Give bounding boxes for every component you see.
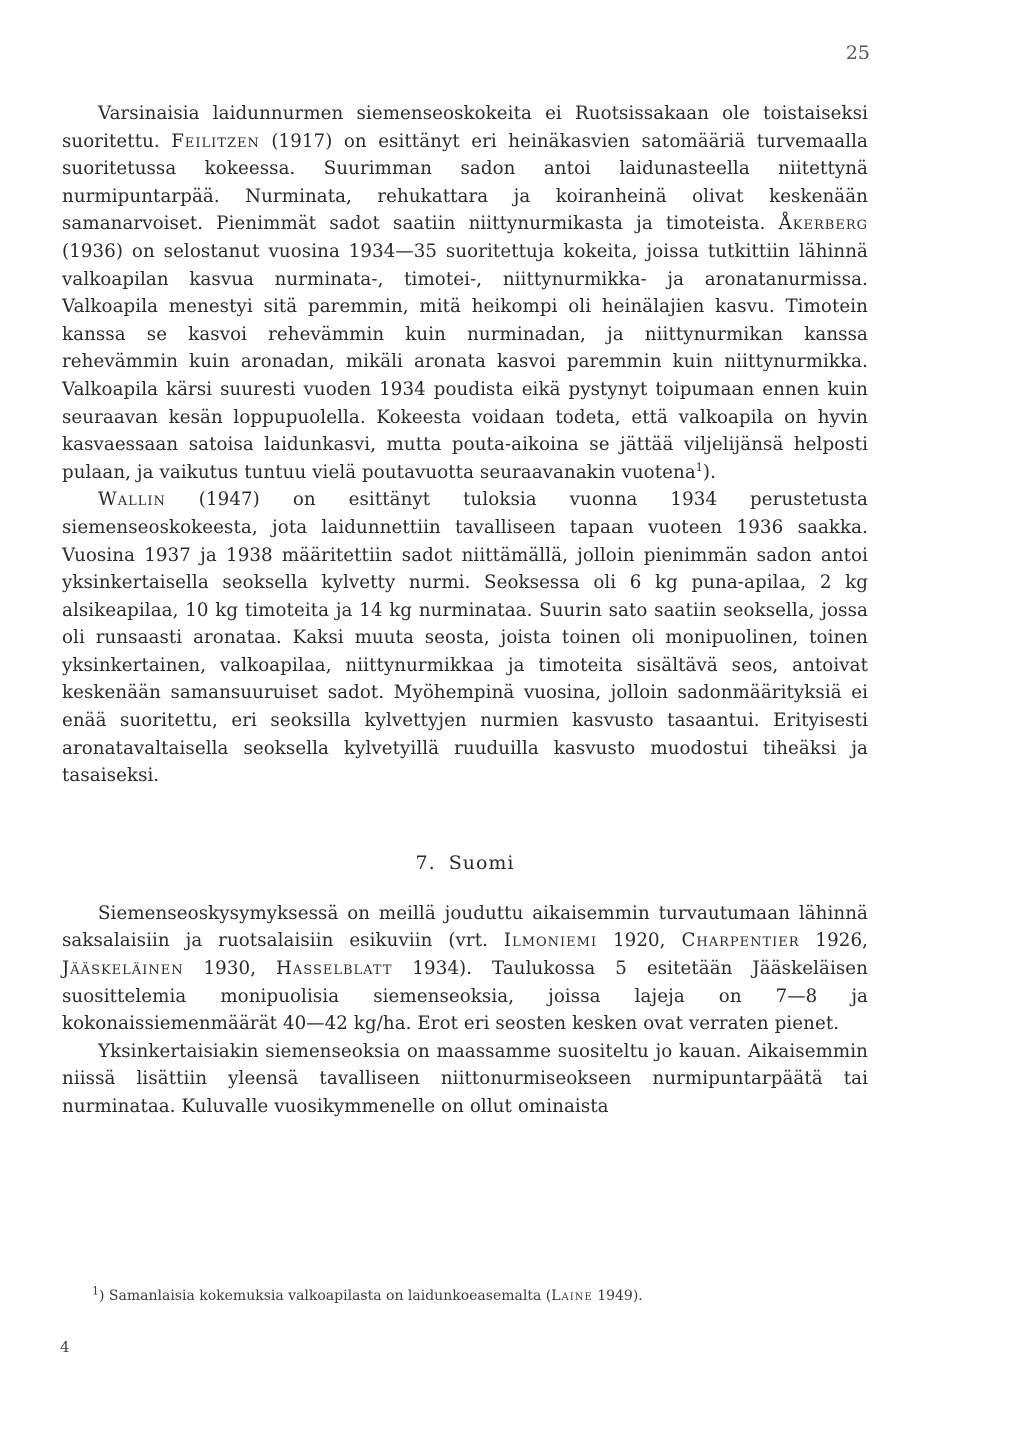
footnote-author: Laine [551,1288,593,1304]
author-citation: Feilitzen [171,130,260,152]
paragraph-4 [62,1038,868,1121]
section-heading [62,852,868,874]
text-run: (1917) on esittänyt eri heinäkasvien satomääriä turvemaalla suoritetussa kokeessa. Suurimman sadon antoi laidunasteella niitettynä nurmipuntarpää. Nurminata, rehukattara ja koiranheinä olivat keskenään samanarvoiset. Pienimmät sadot saatiin niittynurmikasta ja timoteista. [62,130,868,235]
footnote-text-after: 1949). [592,1288,643,1304]
paragraph-3 [62,900,868,1038]
text-run: 1920, [597,930,682,952]
author-citation: Wallin [98,489,166,511]
footnote-reference: 1 [695,460,703,474]
text-run: (1936) on selostanut vuosina 1934—35 suoritettuja kokeita, joissa tutkittiin lähinnä valkoapilan kasvua nurminata-, timotei-, niittynurmikka- ja aronatanurmissa. Valkoapila menestyi sitä paremmin, mitä heikompi oli heinälajien kasvu. Timotein kanssa se kasvoi rehevämmin kuin nurminadan, ja niittynurmikan kanssa rehevämmin kuin aronadan, mikäli aronata kasvoi paremmin kuin niittynurmikka. Valkoapila kärsi suuresti vuoden 1934 poudista eikä pystynyt toipumaan ennen kuin seuraavan kesän loppupuolella. Kokeesta voidaan todeta, että valkoapila on hyvin kasvaessaan satoisa laidunkasvi, mutta pouta-aikoina se jättää viljelijänsä helposti pulaan, ja vaikutus tuntuu vielä poutavuotta seuraavanakin vuotena [62,240,868,483]
paragraph-1 [62,100,868,486]
text-run: (1947) on esittänyt tuloksia vuonna 1934 perustetusta siemenseoskokeesta, jota laidunnettiin tavalliseen tapaan vuoteen 1936 saakka. Vuosina 1937 ja 1938 määritettiin sadot niittämällä, jolloin pienimmän sadon antoi yksinkertaisella seoksella kylvetty nurmi. Seoksessa oli 6 kg puna-apilaa, 2 kg alsikeapilaa, 10 kg timoteita ja 14 kg nurminataa. Suurin sato saatiin seoksella, jossa oli runsaasti aronataa. Kaksi muuta seosta, joista toinen oli monipuolinen, toinen yksinkertainen, valkoapilaa, niittynurmikkaa ja timoteita sisältävä seos, antoivat keskenään samansuuruiset sadot. Myöhempinä vuosina, jolloin sadonmäärityksiä ei enää suoritettu, eri seoksilla kylvettyjen nurmien kasvusto tasaantui. Erityisesti aronatavaltaisella seoksella kylvetyillä ruuduilla kasvusto muodostui tiheäksi ja tasaiseksi. [62,489,868,787]
author-citation: Åkerberg [778,213,868,235]
text-run: ). [702,461,716,483]
text-run: 1930, [183,958,277,980]
footnote-text-before: ) Samanlaisia kokemuksia valkoapilasta on laidunkoeasemalta ( [99,1288,552,1304]
footnote-marker: 1 [92,1284,99,1298]
author-citation: Ilmoniemi [503,930,598,952]
author-citation: Jääskeläinen [62,958,184,980]
text-run: Varsinaisia laidunnurmen siemenseoskokeita ei Ruotsissakaan ole toistaiseksi suoritettu. [62,103,868,152]
page-number: 25 [845,42,870,64]
section-title: Suomi [448,851,515,874]
page-body [62,100,868,1121]
footnote [92,1284,643,1304]
text-run: Siemenseoskysymyksessä on meillä jouduttu aikaisemmin turvautumaan lähinnä saksalaisiin ja ruotsalaisiin esikuviin (vrt. [62,902,868,952]
text-run: 1926, [799,930,868,952]
section-number: 7. [415,851,436,874]
text-run: 1934). Taulukossa 5 esitetään Jääskeläisen suosittelemia monipuolisia siemenseoksia, joissa lajeja on 7—8 ja kokonaissiemenmäärät 40—42 kg/ha. Erot eri seosten kesken ovat verraten pienet. [62,958,868,1035]
paragraph-2 [62,486,868,790]
author-citation: Charpentier [681,930,800,952]
text-run: Yksinkertaisiakin siemenseoksia on maassamme suositeltu jo kauan. Aikaisemmin niissä lisättiin yleensä tavalliseen niittonurmiseokseen nurmipuntarpäätä tai nurminataa. Kuluvalle vuosikymmenelle on ollut ominaista [62,1040,868,1117]
signature-mark: 4 [60,1338,70,1356]
author-citation: Hasselblatt [276,958,393,980]
